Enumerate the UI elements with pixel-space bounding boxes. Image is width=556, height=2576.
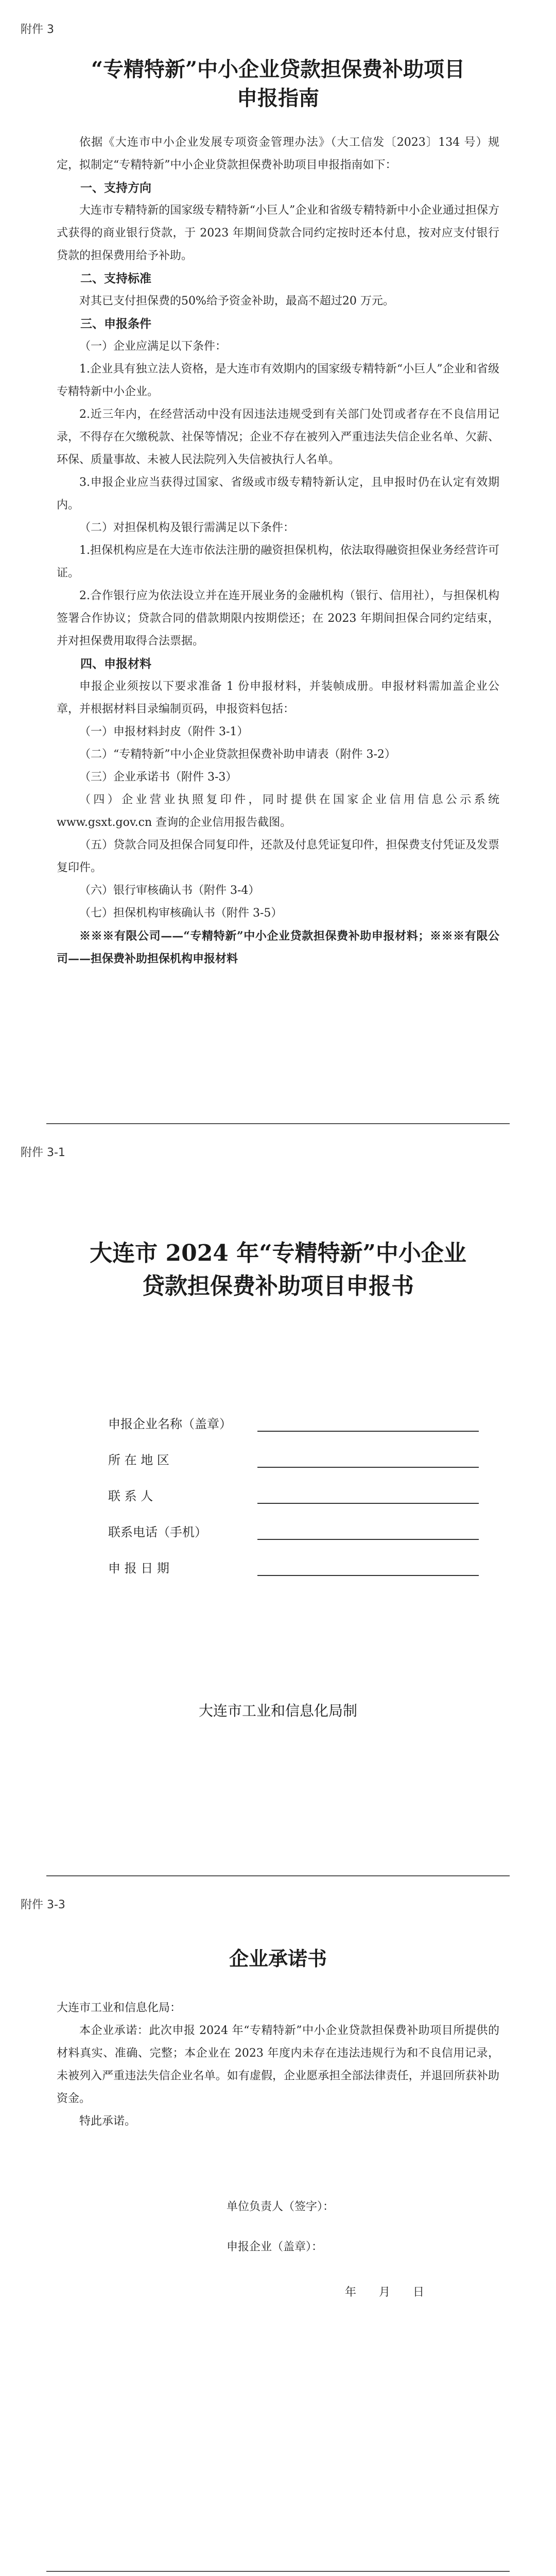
cover-field-label: 联 系 人 <box>108 1489 153 1503</box>
section-text: 大连市专精特新的国家级专精特新“小巨人”企业和省级专精特新中小企业通过担保方式获得的商业银行贷款，于 2023 年期间贷款合同约定按时还本付息，按对应支付银行贷款的担保费用给予补助。 <box>57 204 499 262</box>
list-item: 2.近三年内，在经营活动中没有因违法违规受到有关部门处罚或者存在不良信用记录，不得存在欠缴税款、社保等情况；企业不存在被列入严重违法失信企业名单、欠薪、环保、质量事故、未被人民法院列入失信被执行人名单。 <box>57 408 499 466</box>
cover-field-row <box>108 1504 556 1540</box>
list-item: （三）企业承诺书（附件 3-3） <box>79 771 237 784</box>
cover-field-blank[interactable] <box>257 1483 479 1504</box>
subsection-heading: （一）企业应满足以下条件： <box>79 340 227 353</box>
list-item: （二）“专精特新”中小企业贷款担保费补助申请表（附件 3-2） <box>79 748 396 761</box>
pledge-closing: 特此承诺。 <box>79 2115 136 2128</box>
pledge-date: 年 月 日 <box>345 2286 425 2299</box>
cover-field-blank[interactable] <box>257 1411 479 1432</box>
cover-field-row <box>108 1432 556 1468</box>
guide-title-line1: “专精特新”中小企业贷款担保费补助项目 <box>91 57 465 81</box>
guide-title-line2: 申报指南 <box>237 86 319 110</box>
cover-field-row <box>108 1396 556 1432</box>
company-seal-label: 申报企业（盖章）： <box>227 2241 323 2253</box>
list-item: （一）申报材料封皮（附件 3-1） <box>79 725 249 738</box>
page-divider <box>46 1123 510 1124</box>
pledge-text: 本企业承诺：此次申报 2024 年“专精特新”中小企业贷款担保费补助项目所提供的材料真实、准确、完整；本企业在 2023 年度内未存在违法违规行为和不良信用记录，未被列入严重违法失信企业名单。如有虚假，企业愿承担全部法律责任，并退回所获补助资金。 <box>57 2024 499 2105</box>
attachment-3-3-section <box>0 1896 556 2305</box>
list-item: 1.企业具有独立法人资格，是大连市有效期内的国家级专精特新“小巨人”企业和省级专精特新中小企业。 <box>57 363 499 398</box>
guide-intro: 依据《大连市中小企业发展专项资金管理办法》（大工信发〔2023〕134 号）规定，拟制定“专精特新”中小企业贷款担保费补助项目申报指南如下： <box>57 136 499 172</box>
page-divider <box>46 1875 510 1876</box>
cover-fields <box>0 1396 556 1576</box>
attachment-3-section <box>0 21 556 970</box>
page-divider <box>46 2571 510 2572</box>
list-item: （五）贷款合同及担保合同复印件，还款及付息凭证复印件，担保费支付凭证及发票复印件。 <box>57 839 499 874</box>
naming-note: ※※※有限公司——“专精特新”中小企业贷款担保费补助申报材料；※※※有限公司——担保费补助担保机构申报材料 <box>57 929 499 965</box>
pledge-title: 企业承诺书 <box>229 1947 327 1970</box>
cover-field-blank[interactable] <box>257 1519 479 1540</box>
signatory-label: 单位负责人（签字）： <box>227 2200 335 2213</box>
list-item: （七）担保机构审核确认书（附件 3-5） <box>79 907 283 920</box>
cover-field-label: 联系电话（手机） <box>108 1525 207 1539</box>
cover-field-row <box>108 1540 556 1576</box>
cover-field-blank[interactable] <box>257 1555 479 1576</box>
section-heading: 二、支持标准 <box>80 272 151 285</box>
section-text: 对其已支付担保费的50%给予资金补助，最高不超过20 万元。 <box>79 295 394 308</box>
list-item: 1.担保机构应是在大连市依法注册的融资担保机构，依法取得融资担保业务经营许可证。 <box>57 544 499 580</box>
list-item: 3.申报企业应当获得过国家、省级或市级专精特新认定，且申报时仍在认定有效期内。 <box>57 476 499 512</box>
cover-title-line1: 大连市 2024 年“专精特新”中小企业 <box>90 1240 466 1266</box>
cover-field-label: 申报企业名称（盖章） <box>108 1417 232 1431</box>
pledge-body <box>0 1997 556 2305</box>
cover-issuer: 大连市工业和信息化局制 <box>198 1702 357 1719</box>
pledge-signature-block <box>57 2195 499 2305</box>
section-heading: 四、申报材料 <box>80 657 151 671</box>
section-text: 申报企业须按以下要求准备 1 份申报材料，并装帧成册。申报材料需加盖企业公章，并根据材料目录编制页码，申报资料包括： <box>57 680 499 716</box>
section-heading: 一、支持方向 <box>80 181 151 195</box>
subsection-heading: （二）对担保机构及银行需满足以下条件： <box>79 521 295 534</box>
attachment-label: 附件 3-3 <box>21 1899 65 1911</box>
list-item: （四）企业营业执照复印件，同时提供在国家企业信用信息公示系统 www.gsxt.gov.cn 查询的企业信用报告截图。 <box>57 793 499 829</box>
list-item: （六）银行审核确认书（附件 3-4） <box>79 884 260 897</box>
list-item: 2.合作银行应为依法设立并在连开展业务的金融机构（银行、信用社），与担保机构签署合作协议；贷款合同的借款期限内按期偿还；在 2023 年期间担保合同约定结束，并对担保费用取得合法票据。 <box>57 589 499 648</box>
attachment-label: 附件 3-1 <box>21 1146 65 1159</box>
guide-body <box>0 131 556 970</box>
cover-field-blank[interactable] <box>257 1447 479 1468</box>
cover-title-line2: 贷款担保费补助项目申报书 <box>142 1273 414 1299</box>
cover-field-row <box>108 1468 556 1504</box>
section-heading: 三、申报条件 <box>80 317 151 331</box>
attachment-3-1-section <box>0 1144 556 1720</box>
cover-field-label: 申 报 日 期 <box>108 1561 169 1575</box>
pledge-salutation: 大连市工业和信息化局： <box>57 2002 182 2014</box>
cover-field-label: 所 在 地 区 <box>108 1453 169 1467</box>
attachment-label: 附件 3 <box>21 23 54 36</box>
